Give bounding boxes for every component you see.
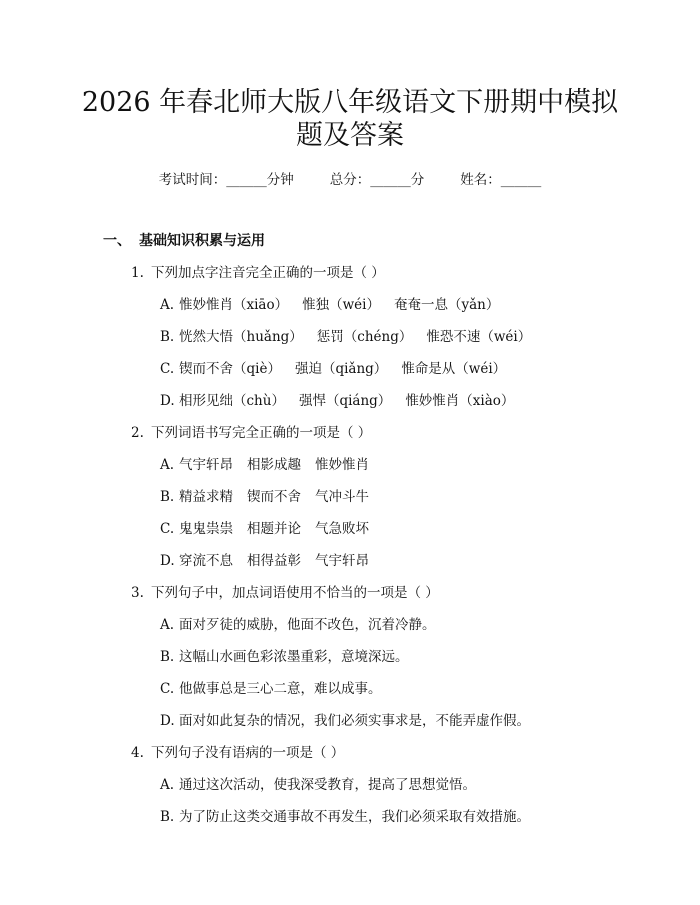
page-title-line-1: 2026 年春北师大版八年级语文下册期中模拟 xyxy=(81,87,619,118)
option-item: 奄奄一息（yǎn） xyxy=(393,297,500,313)
question-number: 1. xyxy=(131,265,144,281)
question-1-option-a xyxy=(160,293,499,313)
question-number: 3. xyxy=(131,585,144,601)
question-4 xyxy=(131,741,344,761)
option-item: 为了防止这类交通事故不再发生，我们必须采取有效措施。 xyxy=(179,809,530,825)
option-item: 精益求精 xyxy=(179,489,233,505)
question-1 xyxy=(131,261,385,281)
option-item: 惟妙惟肖（xiào） xyxy=(405,393,515,409)
option-item: 锲而不舍 xyxy=(247,489,301,505)
page-title-line-2: 题及答案 xyxy=(296,120,404,151)
question-1-option-d xyxy=(160,389,514,409)
option-letter: D. xyxy=(160,713,175,729)
option-letter: D. xyxy=(160,553,175,569)
question-4-option-b xyxy=(160,805,530,825)
question-text: 下列句子中，加点词语使用不恰当的一项是（ ） xyxy=(151,585,439,601)
exam-name-field: 姓名：______ xyxy=(460,172,542,188)
question-3-option-a xyxy=(160,613,436,633)
question-2 xyxy=(131,421,371,441)
option-letter: C. xyxy=(160,681,175,697)
option-letter: B. xyxy=(160,329,175,345)
question-3-option-d xyxy=(160,709,530,729)
option-letter: B. xyxy=(160,809,175,825)
option-letter: C. xyxy=(160,361,175,377)
option-letter: A. xyxy=(160,457,175,473)
question-number: 2. xyxy=(131,425,144,441)
option-item: 相得益彰 xyxy=(247,553,301,569)
option-item: 他做事总是三心二意，难以成事。 xyxy=(179,681,382,697)
question-text: 下列句子没有语病的一项是（ ） xyxy=(151,745,345,761)
section-heading xyxy=(103,230,265,250)
option-item: 气冲斗牛 xyxy=(315,489,369,505)
option-item: 气宇轩昂 xyxy=(315,553,369,569)
option-item: 气急败坏 xyxy=(315,521,369,537)
question-2-option-c xyxy=(160,517,369,537)
question-4-option-a xyxy=(160,773,476,793)
question-3 xyxy=(131,581,439,601)
question-1-option-b xyxy=(160,325,531,345)
option-item: 锲而不舍（qiè） xyxy=(179,361,281,377)
option-item: 鬼鬼祟祟 xyxy=(179,521,233,537)
option-item: 惩罚（chéng） xyxy=(316,329,413,345)
option-letter: B. xyxy=(160,649,175,665)
question-3-option-b xyxy=(160,645,409,665)
option-item: 惟妙惟肖 xyxy=(315,457,369,473)
option-item: 惟命是从（wéi） xyxy=(401,361,507,377)
option-letter: A. xyxy=(160,617,175,633)
option-item: 气宇轩昂 xyxy=(179,457,233,473)
question-2-option-d xyxy=(160,549,369,569)
option-item: 强迫（qiǎng） xyxy=(294,361,388,377)
option-item: 惟恐不速（wéi） xyxy=(426,329,532,345)
option-letter: A. xyxy=(160,777,175,793)
question-2-option-a xyxy=(160,453,369,473)
option-item: 面对歹徒的威胁，他面不改色，沉着冷静。 xyxy=(179,617,436,633)
option-item: 相形见绌（chù） xyxy=(179,393,285,409)
option-letter: C. xyxy=(160,521,175,537)
section-number: 一、 xyxy=(103,233,131,249)
option-letter: B. xyxy=(160,489,175,505)
option-item: 穿流不息 xyxy=(179,553,233,569)
question-number: 4. xyxy=(131,745,144,761)
option-item: 通过这次活动，使我深受教育，提高了思想觉悟。 xyxy=(179,777,476,793)
question-text: 下列词语书写完全正确的一项是（ ） xyxy=(151,425,372,441)
option-item: 惟独（wéi） xyxy=(302,297,380,313)
exam-time-field: 考试时间：______分钟 xyxy=(158,172,294,188)
exam-score-field: 总分：______分 xyxy=(329,172,425,188)
question-3-option-c xyxy=(160,677,382,697)
option-letter: A. xyxy=(160,297,175,313)
exam-meta xyxy=(0,168,700,188)
option-item: 强悍（qiáng） xyxy=(298,393,392,409)
option-item: 惟妙惟肖（xiāo） xyxy=(179,297,289,313)
question-1-option-c xyxy=(160,357,506,377)
question-text: 下列加点字注音完全正确的一项是（ ） xyxy=(151,265,385,281)
option-item: 相影成趣 xyxy=(247,457,301,473)
option-item: 面对如此复杂的情况，我们必须实事求是，不能弄虚作假。 xyxy=(179,713,530,729)
option-item: 恍然大悟（huǎng） xyxy=(179,329,303,345)
option-item: 相题并论 xyxy=(247,521,301,537)
section-title: 基础知识积累与运用 xyxy=(139,233,265,249)
option-item: 这幅山水画色彩浓墨重彩，意境深远。 xyxy=(179,649,409,665)
question-2-option-b xyxy=(160,485,369,505)
option-letter: D. xyxy=(160,393,175,409)
